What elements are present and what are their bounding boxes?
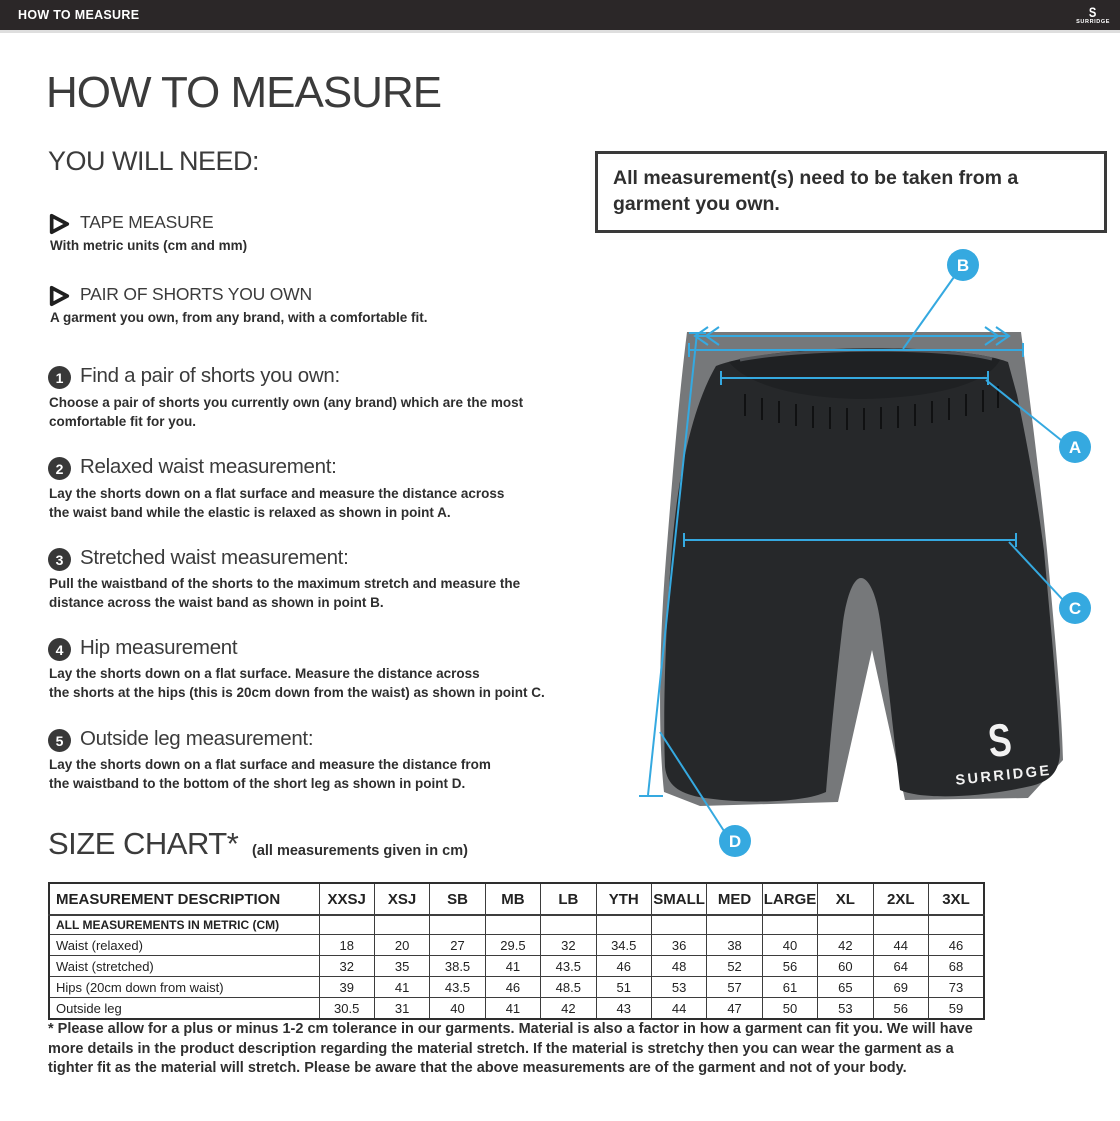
table-row-waist-relaxed	[49, 935, 984, 956]
empty-cell	[430, 915, 485, 935]
cell: 50	[762, 998, 817, 1020]
step-2-title: Relaxed waist measurement:	[80, 455, 337, 478]
cell: 41	[485, 956, 540, 977]
cell: 46	[596, 956, 651, 977]
need-item-shorts: PAIR OF SHORTS YOU OWN	[80, 284, 312, 304]
col-header: XSJ	[374, 883, 429, 915]
cell: 38	[707, 935, 762, 956]
empty-cell	[374, 915, 429, 935]
marker-b-label: B	[956, 256, 970, 275]
metric-note: ALL MEASUREMENTS IN METRIC (CM)	[49, 915, 319, 935]
col-header: SMALL	[651, 883, 706, 915]
surridge-logo-s-glyph: S	[1089, 3, 1097, 20]
step-4-number: 4	[48, 638, 71, 661]
cell: 44	[651, 998, 706, 1020]
cell: 40	[762, 935, 817, 956]
cell: 42	[818, 935, 873, 956]
cell: 69	[873, 977, 928, 998]
cell: 32	[541, 935, 596, 956]
row-label: Outside leg	[49, 998, 319, 1020]
cell: 56	[873, 998, 928, 1020]
cell: 35	[374, 956, 429, 977]
col-header: MB	[485, 883, 540, 915]
table-row-outside-leg	[49, 998, 984, 1020]
table-row-waist-stretched	[49, 956, 984, 977]
row-label: Waist (relaxed)	[49, 935, 319, 956]
empty-cell	[762, 915, 817, 935]
step-1-title: Find a pair of shorts you own:	[80, 364, 340, 387]
cell: 30.5	[319, 998, 374, 1020]
triangle-bullet-icon	[48, 284, 70, 308]
step-5-number: 5	[48, 729, 71, 752]
step-5-body	[49, 756, 491, 793]
size-chart-table	[48, 882, 985, 1020]
col-header: LARGE	[762, 883, 817, 915]
col-header: MED	[707, 883, 762, 915]
size-chart-heading: SIZE CHART*	[48, 826, 239, 861]
garment-logo-s-glyph: S	[985, 713, 1014, 768]
size-chart-subheading: (all measurements given in cm)	[252, 843, 468, 859]
step-4-line-2: the shorts at the hips (this is 20cm down from the waist) as shown in point C.	[49, 684, 545, 700]
cell: 61	[762, 977, 817, 998]
cell: 38.5	[430, 956, 485, 977]
top-bar-title: HOW TO MEASURE	[18, 8, 140, 22]
page-title: HOW TO MEASURE	[46, 68, 442, 117]
step-1-line-1: Choose a pair of shorts you currently own (any brand) which are the most	[49, 395, 524, 410]
empty-cell	[541, 915, 596, 935]
col-header: LB	[541, 883, 596, 915]
col-header: YTH	[596, 883, 651, 915]
footnote-line-2: more details in the product description regarding the material stretch. If the material is stretchy then you can wear the garment as a	[48, 1040, 954, 1057]
col-header: XL	[818, 883, 873, 915]
cell: 43.5	[541, 956, 596, 977]
cell: 43	[596, 998, 651, 1020]
step-4-body	[49, 665, 545, 702]
step-1-number: 1	[48, 366, 71, 389]
col-header: SB	[430, 883, 485, 915]
cell: 53	[651, 977, 706, 998]
cell: 41	[485, 998, 540, 1020]
cell: 64	[873, 956, 928, 977]
triangle-bullet-icon	[48, 212, 70, 236]
cell: 39	[319, 977, 374, 998]
cell: 48	[651, 956, 706, 977]
cell: 40	[430, 998, 485, 1020]
cell: 73	[928, 977, 984, 998]
empty-cell	[485, 915, 540, 935]
top-bar	[0, 0, 1120, 30]
footnote-line-1: * Please allow for a plus or minus 1-2 cm tolerance in our garments. Material is also a factor in how a garment can fit you. We will have	[48, 1021, 973, 1037]
step-2-line-1: Lay the shorts down on a flat surface and measure the distance across	[49, 486, 505, 501]
cell: 20	[374, 935, 429, 956]
cell: 60	[818, 956, 873, 977]
step-3-line-1: Pull the waistband of the shorts to the maximum stretch and measure the	[49, 576, 521, 591]
step-2-number: 2	[48, 457, 71, 480]
cell: 47	[707, 998, 762, 1020]
cell: 46	[485, 977, 540, 998]
need-item-tape-measure-desc: With metric units (cm and mm)	[50, 238, 248, 253]
row-label: Hips (20cm down from waist)	[49, 977, 319, 998]
cell: 32	[319, 956, 374, 977]
marker-c-label: C	[1068, 599, 1082, 618]
step-5-line-1: Lay the shorts down on a flat surface and measure the distance from	[49, 757, 491, 772]
cell: 51	[596, 977, 651, 998]
you-will-need-heading: YOU WILL NEED:	[48, 146, 260, 176]
metric-note-row	[49, 915, 984, 935]
empty-cell	[818, 915, 873, 935]
empty-cell	[596, 915, 651, 935]
step-4-title: Hip measurement	[80, 636, 238, 659]
col-header: 3XL	[928, 883, 984, 915]
notice-box	[595, 151, 1107, 233]
cell: 34.5	[596, 935, 651, 956]
cell: 68	[928, 956, 984, 977]
step-1-body	[49, 394, 523, 431]
cell: 41	[374, 977, 429, 998]
step-2-body	[49, 485, 504, 522]
empty-cell	[707, 915, 762, 935]
surridge-logo-icon	[1076, 5, 1120, 26]
col-header: 2XL	[873, 883, 928, 915]
empty-cell	[928, 915, 984, 935]
cell: 48.5	[541, 977, 596, 998]
shorts-measurement-diagram	[620, 240, 1120, 870]
cell: 57	[707, 977, 762, 998]
cell: 18	[319, 935, 374, 956]
step-5-line-2: the waistband to the bottom of the short leg as shown in point D.	[49, 775, 466, 791]
col-header: MEASUREMENT DESCRIPTION	[49, 883, 319, 915]
cell: 53	[818, 998, 873, 1020]
step-1-line-2: comfortable fit for you.	[49, 413, 197, 429]
step-3-line-2: distance across the waist band as shown in point B.	[49, 594, 384, 610]
cell: 65	[818, 977, 873, 998]
step-3-number: 3	[48, 548, 71, 571]
step-4-line-1: Lay the shorts down on a flat surface. Measure the distance across	[49, 666, 480, 681]
notice-text: All measurement(s) need to be taken from a garment you own.	[613, 167, 1019, 215]
cell: 59	[928, 998, 984, 1020]
cell: 46	[928, 935, 984, 956]
step-3-body	[49, 575, 520, 612]
marker-d-label: D	[728, 832, 742, 851]
footnote	[48, 1020, 973, 1079]
cell: 44	[873, 935, 928, 956]
table-row-hips	[49, 977, 984, 998]
step-5-title: Outside leg measurement:	[80, 727, 314, 750]
cell: 27	[430, 935, 485, 956]
cell: 56	[762, 956, 817, 977]
cell: 36	[651, 935, 706, 956]
surridge-logo-word: SURRIDGE	[1076, 18, 1110, 25]
need-item-shorts-desc: A garment you own, from any brand, with a comfortable fit.	[50, 310, 428, 325]
step-3-title: Stretched waist measurement:	[80, 546, 349, 569]
row-label: Waist (stretched)	[49, 956, 319, 977]
footnote-line-3: tighter fit as the material will stretch. Please be aware that the above measurements are of the garment and not of your body.	[48, 1060, 907, 1076]
marker-a-label: A	[1068, 438, 1082, 457]
empty-cell	[319, 915, 374, 935]
empty-cell	[873, 915, 928, 935]
cell: 31	[374, 998, 429, 1020]
col-header: XXSJ	[319, 883, 374, 915]
cell: 42	[541, 998, 596, 1020]
cell: 52	[707, 956, 762, 977]
step-2-line-2: the waist band while the elastic is relaxed as shown in point A.	[49, 504, 451, 520]
top-bar-separator	[0, 30, 1120, 33]
need-item-tape-measure: TAPE MEASURE	[80, 212, 214, 232]
size-chart-header-row	[49, 883, 984, 915]
cell: 29.5	[485, 935, 540, 956]
garment-logo-word: SURRIDGE	[954, 762, 1053, 789]
cell: 43.5	[430, 977, 485, 998]
empty-cell	[651, 915, 706, 935]
